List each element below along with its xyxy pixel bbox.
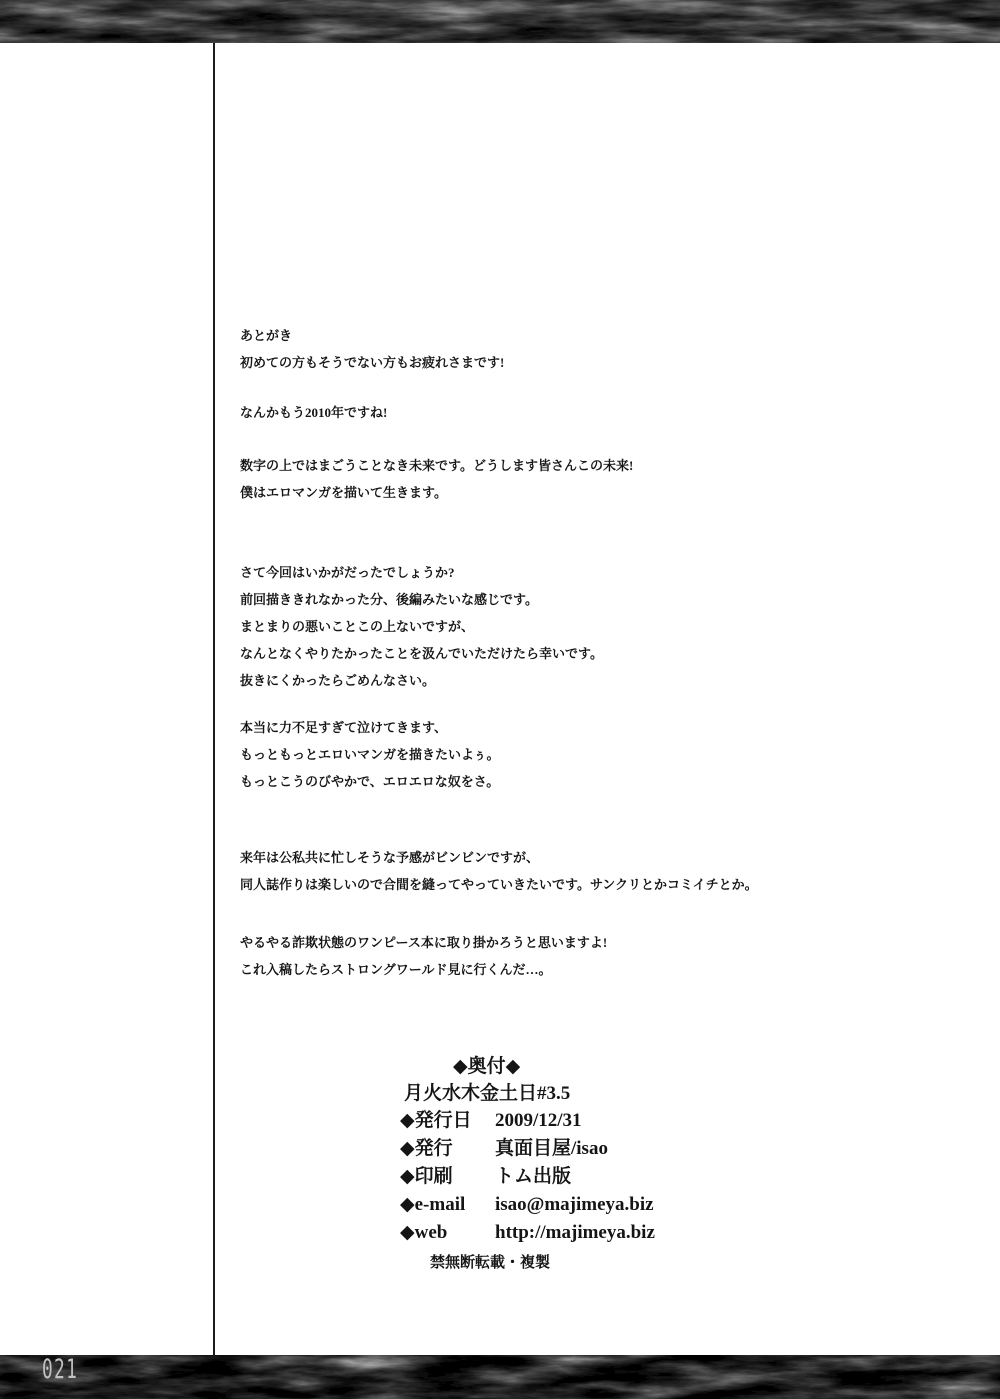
rock-texture-top — [0, 0, 1000, 43]
printer-name: トム出版 — [495, 1166, 572, 1187]
afterword-line: もっとこうのびやかで、エロエロな奴をさ。 — [240, 774, 500, 789]
afterword-line: 来年は公私共に忙しそうな予感がビンビンですが、 — [240, 850, 540, 865]
afterword-line: 同人誌作りは楽しいので合間を縫ってやっていきたいです。サンクリとかコミイチとか。 — [240, 877, 758, 892]
afterword-paragraph — [240, 844, 960, 898]
afterword-line: さて今回はいかがだったでしょうか? — [240, 565, 455, 580]
colophon-row-publish-date — [400, 1107, 655, 1135]
colophon-heading: ◆奥付◆ — [453, 1056, 521, 1077]
afterword-line: 数字の上ではまごうことなき未来です。どうします皆さんこの未来! — [240, 458, 634, 473]
reproduction-prohibited-notice: 禁無断転載・複製 — [430, 1255, 551, 1271]
afterword-paragraph — [240, 322, 960, 376]
vertical-divider-line — [213, 43, 215, 1355]
colophon-rows — [400, 1107, 655, 1247]
afterword-line: やるやる詐欺状態のワンピース本に取り掛かろうと思いますよ! — [240, 935, 608, 950]
publish-date: 2009/12/31 — [495, 1110, 582, 1131]
colophon-label: ◆web — [400, 1222, 448, 1243]
afterword-line: 抜きにくかったらごめんなさい。 — [240, 673, 436, 688]
colophon-row-email — [400, 1191, 655, 1219]
email-address: isao@majimeya.biz — [495, 1194, 654, 1215]
afterword-line: あとがき — [240, 328, 293, 343]
afterword-line: なんかもう2010年ですね! — [240, 405, 388, 420]
book-title: 月火水木金土日#3.5 — [404, 1083, 571, 1104]
page-number: 021 — [42, 1354, 79, 1385]
afterword-paragraph — [240, 929, 960, 983]
colophon-row-publisher — [400, 1135, 655, 1163]
website-url: http://majimeya.biz — [495, 1222, 655, 1243]
afterword-line: 僕はエロマンガを描いて生きます。 — [240, 485, 447, 500]
afterword-line: なんとなくやりたかったことを汲んでいただけたら幸いです。 — [240, 646, 603, 661]
colophon-label: ◆e-mail — [400, 1194, 466, 1215]
colophon-label: ◆印刷 — [400, 1166, 453, 1187]
colophon-label: ◆発行日 — [400, 1110, 472, 1131]
bottom-texture-band — [0, 1355, 1000, 1399]
afterword-line: もっともっとエロいマンガを描きたいよぅ。 — [240, 747, 500, 762]
afterword-line: 初めての方もそうでない方もお疲れさまです! — [240, 355, 505, 370]
rock-texture-bottom — [0, 1355, 1000, 1399]
afterword-paragraph — [240, 399, 960, 426]
afterword-line: 前回描ききれなかった分、後編みたいな感じです。 — [240, 592, 538, 607]
colophon-label: ◆発行 — [400, 1138, 453, 1159]
afterword-line: これ入稿したらストロングワールド見に行くんだ…。 — [240, 962, 552, 977]
colophon-row-printer — [400, 1163, 655, 1191]
publisher-name: 真面目屋/isao — [495, 1138, 608, 1159]
afterword-paragraph — [240, 559, 960, 694]
afterword-line: まとまりの悪いことこの上ないですが、 — [240, 619, 475, 634]
afterword-paragraph — [240, 714, 960, 795]
afterword-line: 本当に力不足すぎて泣けてきます、 — [240, 720, 447, 735]
colophon-row-web — [400, 1219, 655, 1247]
top-texture-band — [0, 0, 1000, 43]
afterword-paragraph — [240, 452, 960, 506]
